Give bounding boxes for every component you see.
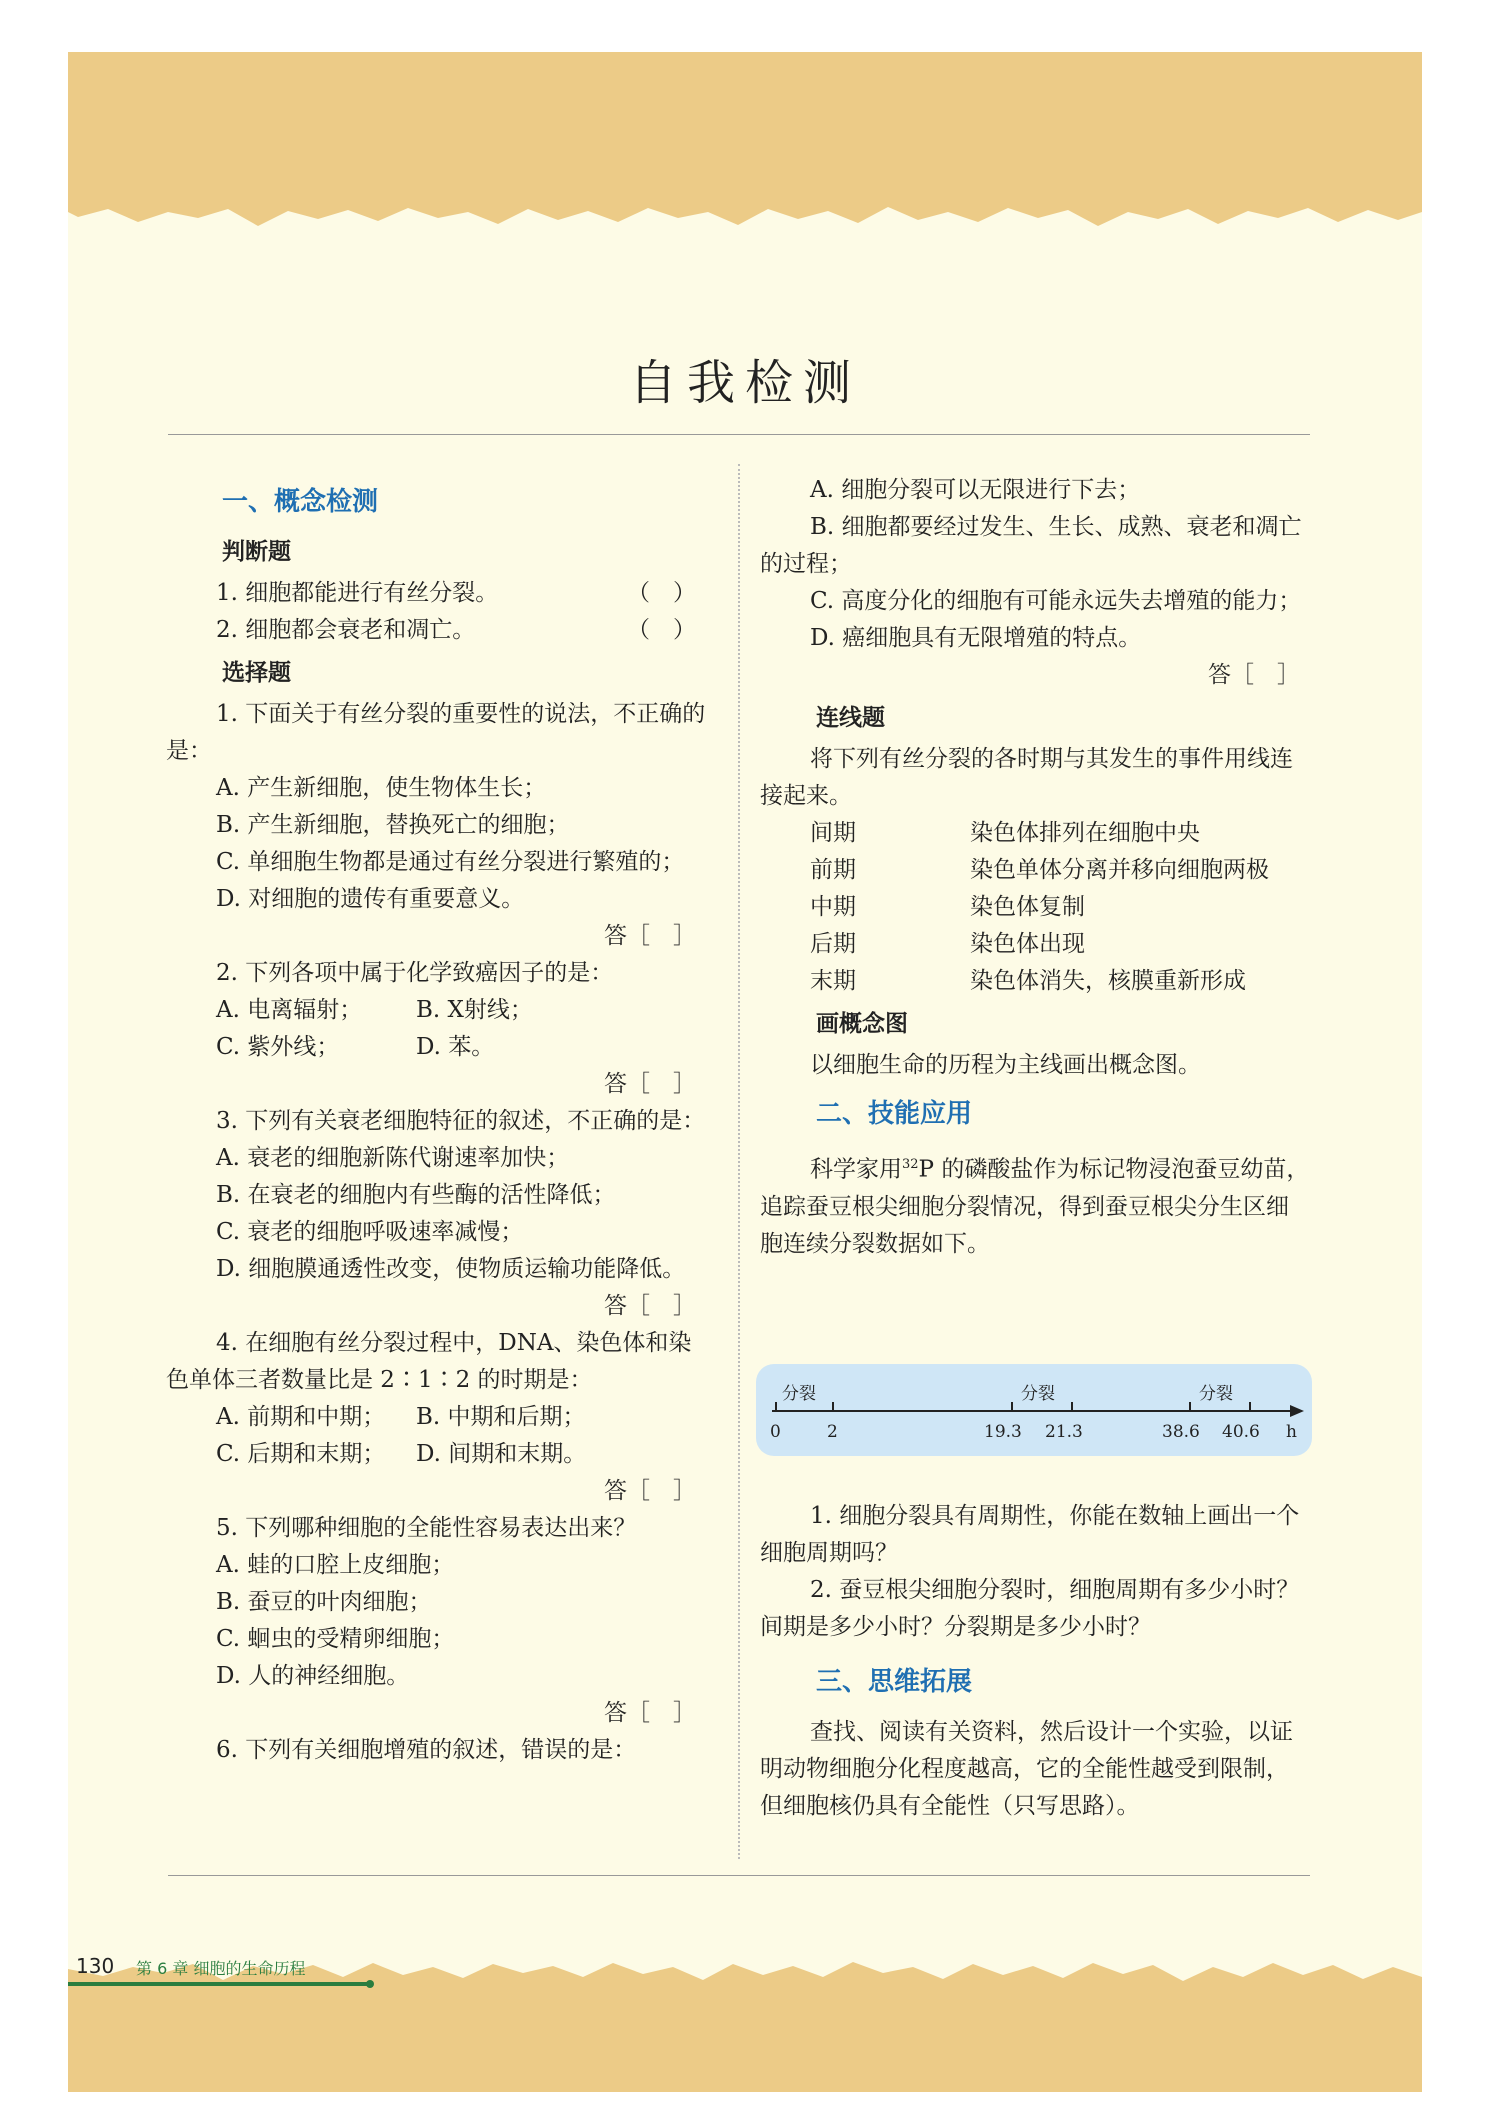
chapter-label: 第 6 章 细胞的生命历程 xyxy=(136,1959,306,1978)
answer-bracket: 答［ ］ xyxy=(604,1071,696,1097)
judge-bracket: （ ） xyxy=(627,580,696,606)
phase-label: 前期 xyxy=(810,857,856,883)
question-1: 1. 下面关于有丝分裂的重要性的说法，不正确的是： xyxy=(166,701,706,764)
match-row xyxy=(760,926,1310,963)
tick-label: 40.6 xyxy=(1222,1422,1260,1442)
right-column-lower xyxy=(760,1498,1310,1825)
option: C. 紫外线； xyxy=(216,1034,340,1060)
judge-item xyxy=(166,575,706,612)
match-row xyxy=(760,963,1310,1000)
option: D. 人的神经细胞。 xyxy=(216,1663,410,1689)
skill-question-2: 2. 蚕豆根尖细胞分裂时，细胞周期有多少小时？间期是多少小时？分裂期是多少小时？ xyxy=(760,1577,1300,1640)
answer-bracket: 答［ ］ xyxy=(604,1478,696,1504)
division-label: 分裂 xyxy=(782,1384,816,1404)
subheading-concept-map: 画概念图 xyxy=(816,1011,908,1037)
event-label: 染色体出现 xyxy=(970,931,1085,957)
phase-label: 末期 xyxy=(810,968,856,994)
option: A. 衰老的细胞新陈代谢速率加快； xyxy=(216,1145,570,1171)
subheading-judge: 判断题 xyxy=(222,539,291,565)
question-5: 5. 下列哪种细胞的全能性容易表达出来？ xyxy=(216,1515,637,1541)
skill-question-1: 1. 细胞分裂具有周期性，你能在数轴上画出一个细胞周期吗？ xyxy=(760,1503,1300,1566)
skill-text: P 的磷酸盐作为标记物浸泡蚕豆幼苗，追踪蚕豆根尖细胞分裂情况，得到蚕豆根尖分生区细胞连续分裂数据如下。 xyxy=(760,1156,1310,1257)
time-axis xyxy=(756,1364,1312,1456)
subheading-choice: 选择题 xyxy=(222,660,291,686)
judge-text: 2. 细胞都会衰老和凋亡。 xyxy=(216,617,476,643)
skill-paragraph xyxy=(760,1146,1310,1263)
option: C. 单细胞生物都是通过有丝分裂进行繁殖的； xyxy=(216,849,685,875)
page-title: 自我检测 xyxy=(628,355,861,411)
skill-text: 科学家用 xyxy=(810,1156,902,1183)
torn-edge-top xyxy=(68,202,1422,232)
match-row xyxy=(760,852,1310,889)
answer-bracket: 答［ ］ xyxy=(604,1293,696,1319)
tick-label: 0 xyxy=(770,1422,781,1442)
subheading-match: 连线题 xyxy=(816,705,885,731)
answer-bracket: 答［ ］ xyxy=(604,1700,696,1726)
page-number: 130 xyxy=(76,1954,115,1978)
option: A. 前期和中期； xyxy=(216,1404,386,1430)
phase-label: 后期 xyxy=(810,931,856,957)
division-label: 分裂 xyxy=(1199,1384,1233,1404)
option: A. 蛙的口腔上皮细胞； xyxy=(216,1552,455,1578)
question-6: 6. 下列有关细胞增殖的叙述，错误的是： xyxy=(216,1737,637,1763)
thinking-paragraph: 查找、阅读有关资料，然后设计一个实验，以证明动物细胞分化程度越高，它的全能性越受到限制，但细胞核仍具有全能性（只写思路）。 xyxy=(760,1719,1293,1819)
option: D. 苯。 xyxy=(416,1034,495,1060)
option: C. 衰老的细胞呼吸速率减慢； xyxy=(216,1219,524,1245)
option: B. 细胞都要经过发生、生长、成熟、衰老和凋亡的过程； xyxy=(760,514,1302,577)
option: B. X射线； xyxy=(416,997,533,1023)
question-4: 4. 在细胞有丝分裂过程中，DNA、染色体和染色单体三者数量比是 2∶1∶2 的时期是： xyxy=(166,1330,692,1393)
event-label: 染色体复制 xyxy=(970,894,1085,920)
question-2: 2. 下列各项中属于化学致癌因子的是： xyxy=(216,960,614,986)
question-3: 3. 下列有关衰老细胞特征的叙述，不正确的是： xyxy=(216,1108,706,1134)
judge-text: 1. 细胞都能进行有丝分裂。 xyxy=(216,580,499,606)
tick-label: 19.3 xyxy=(984,1422,1022,1442)
top-decorative-band xyxy=(68,52,1422,207)
bottom-rule xyxy=(168,1875,1310,1876)
answer-bracket: 答［ ］ xyxy=(1208,662,1300,688)
option: D. 癌细胞具有无限增殖的特点。 xyxy=(810,625,1142,651)
title-rule xyxy=(168,434,1310,435)
tick-label: 2 xyxy=(827,1422,838,1442)
event-label: 染色体排列在细胞中央 xyxy=(970,820,1200,846)
option: B. 产生新细胞，替换死亡的细胞； xyxy=(216,812,570,838)
option-row xyxy=(166,992,706,1029)
option: B. 蚕豆的叶肉细胞； xyxy=(216,1589,432,1615)
event-label: 染色体消失，核膜重新形成 xyxy=(970,968,1246,994)
division-label: 分裂 xyxy=(1021,1384,1055,1404)
bottom-decorative-band xyxy=(68,1982,1422,2092)
option: D. 间期和末期。 xyxy=(416,1441,587,1467)
concept-map-instruction: 以细胞生命的历程为主线画出概念图。 xyxy=(810,1052,1201,1078)
option-row xyxy=(166,1029,706,1066)
left-column xyxy=(166,472,706,1769)
section-heading-thinking: 三、思维拓展 xyxy=(816,1667,973,1697)
option-row xyxy=(166,1436,706,1473)
axis-unit: h xyxy=(1286,1422,1297,1442)
answer-bracket: 答［ ］ xyxy=(604,923,696,949)
event-label: 染色单体分离并移向细胞两极 xyxy=(970,857,1269,883)
column-divider xyxy=(738,464,740,1859)
match-intro: 将下列有丝分裂的各时期与其发生的事件用线连接起来。 xyxy=(760,746,1293,809)
match-row xyxy=(760,889,1310,926)
tick-label: 21.3 xyxy=(1045,1422,1083,1442)
option: A. 产生新细胞，使生物体生长； xyxy=(216,775,547,801)
time-axis-panel xyxy=(756,1364,1312,1456)
option: C. 蛔虫的受精卵细胞； xyxy=(216,1626,455,1652)
option: A. 电离辐射； xyxy=(216,997,363,1023)
option-row xyxy=(166,1399,706,1436)
option: D. 细胞膜通透性改变，使物质运输功能降低。 xyxy=(216,1256,686,1282)
match-row xyxy=(760,815,1310,852)
judge-item xyxy=(166,612,706,649)
isotope-superscript: 32 xyxy=(902,1157,919,1172)
section-heading-concept: 一、概念检测 xyxy=(222,487,379,517)
phase-label: 中期 xyxy=(810,894,856,920)
option: B. 中期和后期； xyxy=(416,1404,586,1430)
section-heading-skill: 二、技能应用 xyxy=(816,1099,973,1129)
axis-arrow-icon xyxy=(1290,1405,1304,1417)
option: A. 细胞分裂可以无限进行下去； xyxy=(810,477,1141,503)
footer-green-line xyxy=(68,1980,378,1990)
right-column xyxy=(760,472,1310,1263)
judge-bracket: （ ） xyxy=(627,617,696,643)
option: C. 后期和末期； xyxy=(216,1441,386,1467)
page xyxy=(68,52,1422,2092)
option: D. 对细胞的遗传有重要意义。 xyxy=(216,886,525,912)
option: C. 高度分化的细胞有可能永远失去增殖的能力； xyxy=(810,588,1302,614)
option: B. 在衰老的细胞内有些酶的活性降低； xyxy=(216,1182,616,1208)
phase-label: 间期 xyxy=(810,820,856,846)
tick-label: 38.6 xyxy=(1162,1422,1200,1442)
